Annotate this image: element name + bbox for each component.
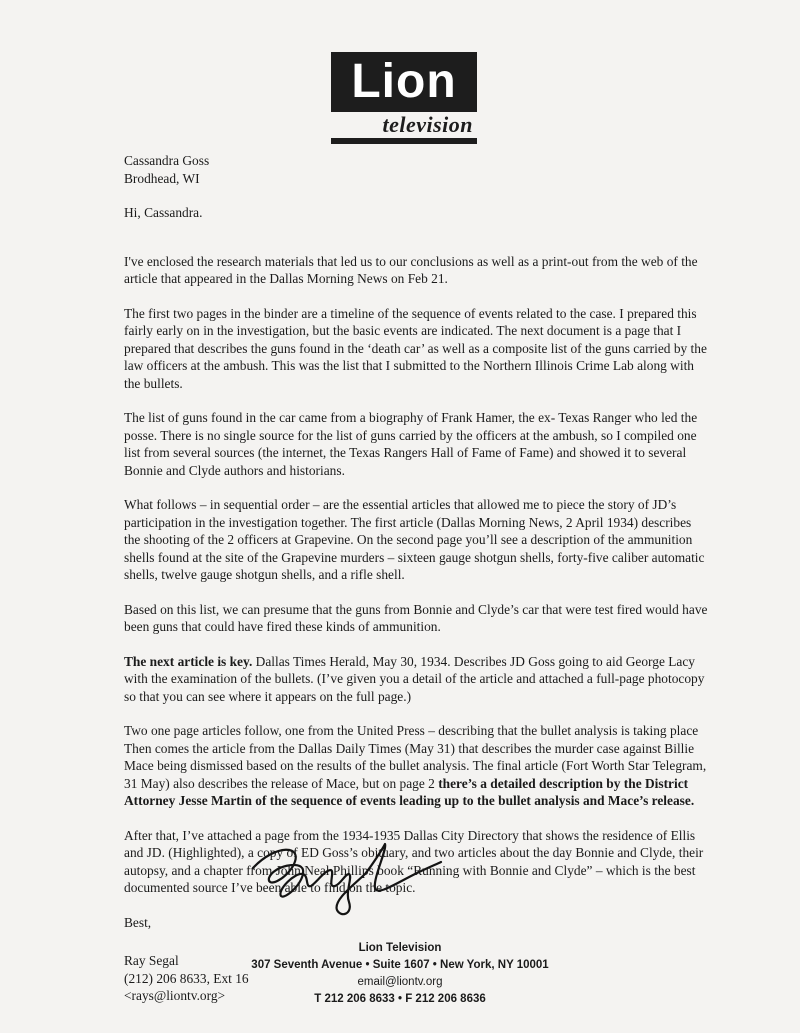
paragraph-7 (124, 722, 709, 810)
sender-phone: (212) 206 8633, Ext 16 (124, 970, 249, 986)
logo-sub: television (382, 112, 473, 137)
logo-rule (331, 138, 477, 144)
footer-email: email@liontv.org (357, 976, 443, 988)
paragraph-5: Based on this list, we can presume that the guns from Bonnie and Clyde’s car that were test fired would have been guns that could have fired these kinds of ammunition. (124, 601, 708, 634)
paragraph-6-bold: The next article is key. (124, 653, 253, 669)
sender-email: <rays@liontv.org> (124, 988, 226, 1003)
paragraph-4: What follows – in sequential order – are the essential articles that allowed me to piece the story of JD’s participation in the investigation together. The first article (Dallas Morning News, 2 April 1934) describes the shooting of the 2 officers at Grapevine. On the second page you’ll see a description of the ammunition shells found at the site of the Grapevine murders – sixteen gauge shotgun shells, forty-five caliber automatic shells, twelve gauge shotgun shells, and a rifle shell. (124, 497, 705, 582)
footer-address: 307 Seventh Avenue • Suite 1607 • New York, NY 10001 (251, 959, 549, 971)
recipient-name: Cassandra Goss (124, 153, 210, 168)
lion-television-logo (331, 52, 477, 144)
handwritten-signature (245, 830, 445, 920)
sender-name: Ray Segal (124, 953, 179, 968)
letterhead-footer (0, 940, 800, 1008)
footer-phones: T 212 206 8633 • F 212 206 8636 (314, 993, 486, 1005)
recipient-location: Brodhead, WI (124, 170, 200, 186)
paragraph-6 (124, 653, 709, 706)
greeting: Hi, Cassandra. (124, 205, 203, 220)
paragraph-3: The list of guns found in the car came from a biography of Frank Hamer, the ex- Texas Ranger who led the posse. There is no single source for the list of guns carried by the officers at the ambush, so I compiled one list from several sources (the internet, the Texas Rangers Hall of Fame of Fame) and showed it to several Bonnie and Clyde authors and historians. (124, 410, 698, 478)
paragraph-1: I've enclosed the research materials that led us to our conclusions as well as a print-out from the web of the article that appeared in the Dallas Morning News on Feb 21. (124, 253, 698, 286)
paragraph-7-rest: Two one page articles follow, one from the United Press – describing that the bullet analysis is taking place Then comes the article from the Dallas Daily Times (May 31) that describes the murder case against Billie Mace being dismissed based on the results of the bullet analysis. The final article (Fort Worth Star Telegram, 31 May) also describes the release of Mace, but on page 2 (124, 723, 707, 791)
closing-best: Best, (124, 914, 152, 930)
logo-main: Lion (331, 52, 477, 112)
paragraph-8: After that, I’ve attached a page from the 1934-1935 Dallas City Directory that shows the residence of Ellis and JD. (Highlighted), a copy of ED Goss’s obituary, and two articles about the day Bonnie and Clyde, their autopsy, and a chapter from John Neal Phillips book “Running with Bonnie and Clyde” – which is the best documented source I’ve been able to find on the topic. (124, 827, 704, 895)
footer-company: Lion Television (358, 942, 442, 954)
paragraph-2: The first two pages in the binder are a timeline of the sequence of events related to the case. I prepared this fairly early on in the investigation, but the basic events are indicated. The next document is a page that I prepared that describes the guns found in the ‘death car’ as well as a composite list of the guns carried by the law officers at the ambush. This was the list that I submitted to the Northern Illinois Crime Lab along with the bullets. (124, 305, 707, 391)
paragraph-6-rest: Dallas Times Herald, May 30, 1934. Describes JD Goss going to aid George Lacy with the examination of the bullets. (I’ve given you a detail of the article and attached a full-page photocopy so that you can see where it appears on the full page.) (124, 653, 705, 704)
paragraph-7-bold: there’s a detailed description by the District Attorney Jesse Martin of the sequence of events leading up to the bullet analysis and Mace’s release. (124, 775, 695, 808)
